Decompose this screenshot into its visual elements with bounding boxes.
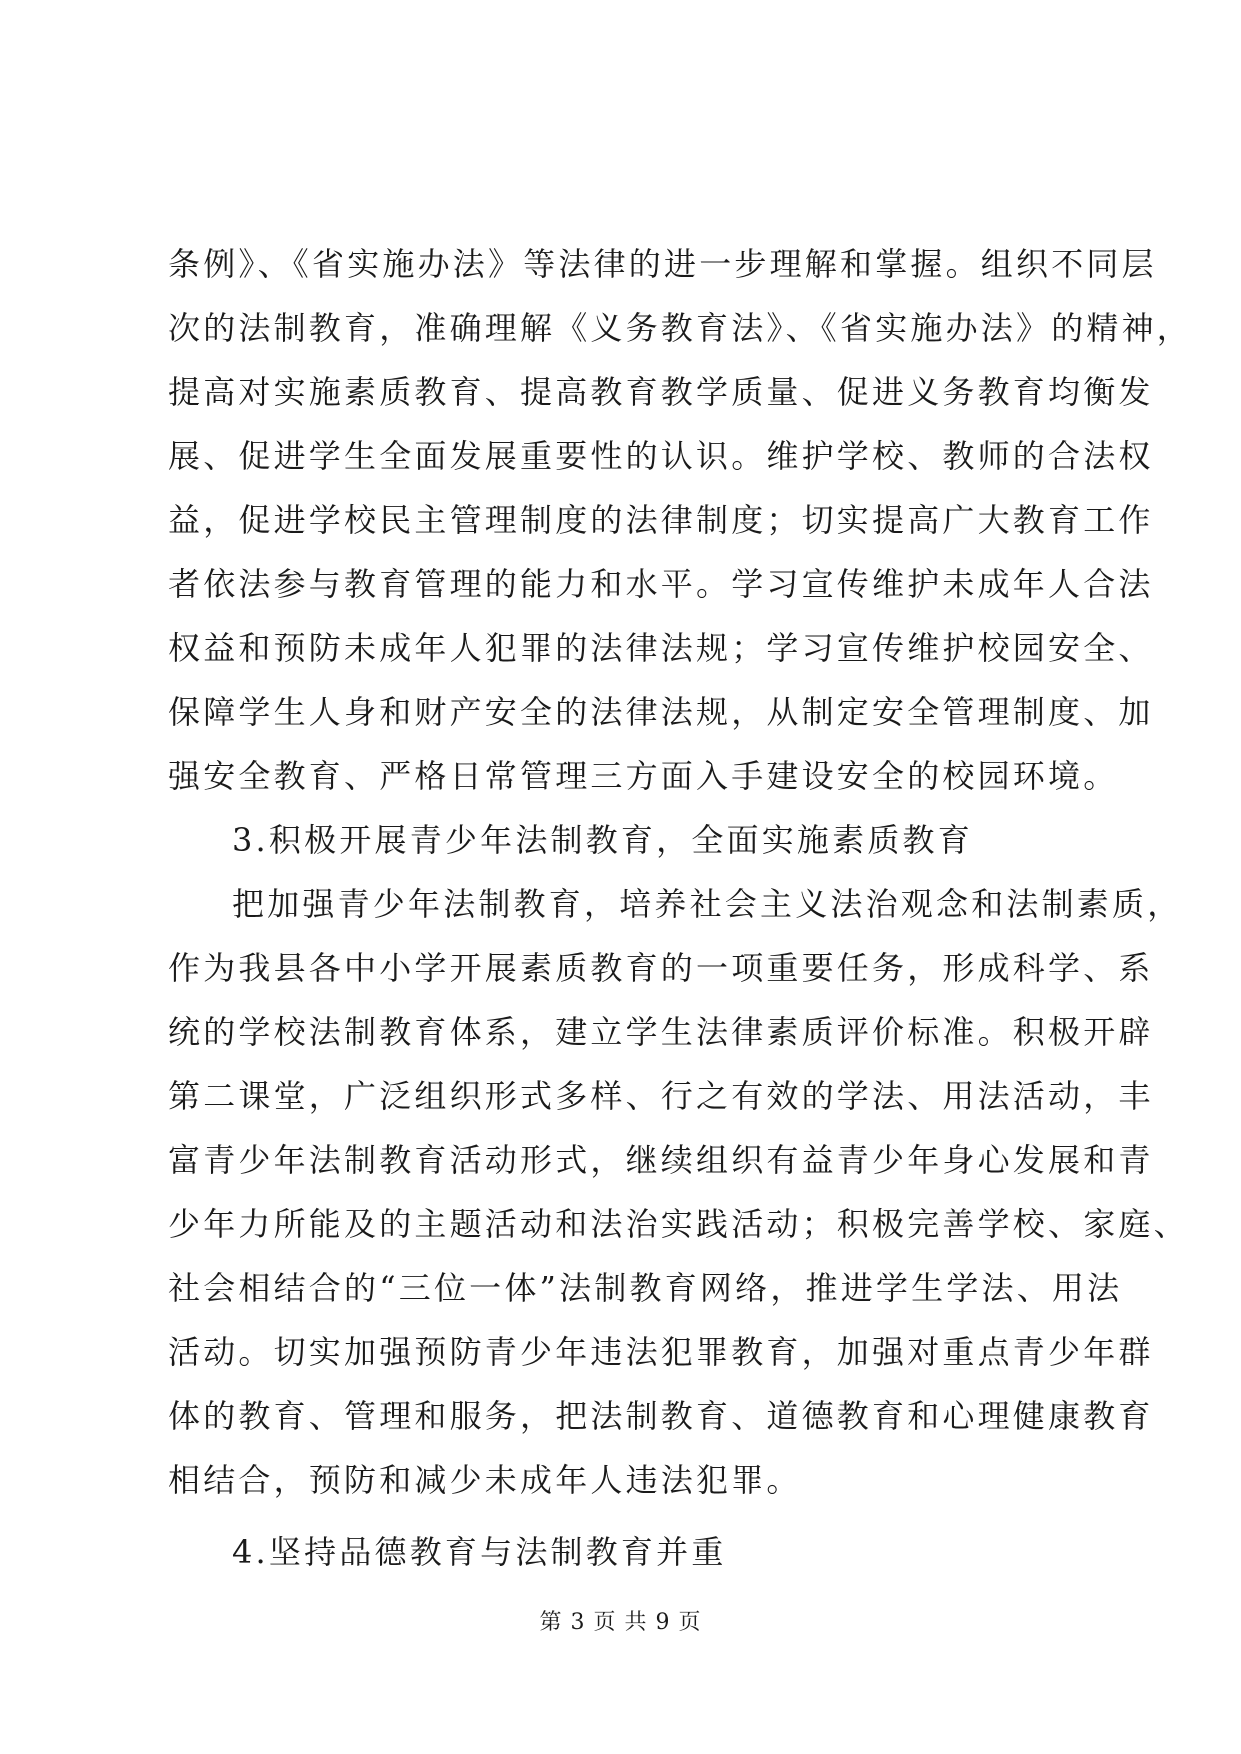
text-line: 体的教育、管理和服务，把法制教育、道德教育和心理健康教育: [168, 1397, 1154, 1435]
text-line: 社会相结合的“三位一体”法制教育网络，推进学生学法、用法: [168, 1269, 1123, 1307]
text-line: 相结合，预防和减少未成年人违法犯罪。: [168, 1461, 802, 1499]
text-line: 富青少年法制教育活动形式，继续组织有益青少年身心发展和青: [168, 1141, 1154, 1179]
text-line: 益，促进学校民主管理制度的法律制度；切实提高广大教育工作: [168, 501, 1154, 539]
paragraph: [168, 232, 1193, 808]
text-line: 次的法制教育，准确理解《义务教育法》、《省实施办法》的精神，: [168, 309, 1193, 347]
text-line: 作为我县各中小学开展素质教育的一项重要任务，形成科学、系: [168, 949, 1154, 987]
document-body: [168, 232, 1193, 1584]
text-line: 活动。切实加强预防青少年违法犯罪教育，加强对重点青少年群: [168, 1333, 1154, 1371]
text-line: 者依法参与教育管理的能力和水平。学习宣传维护未成年人合法: [168, 565, 1154, 603]
section-heading: 3.积极开展青少年法制教育，全面实施素质教育: [232, 821, 973, 859]
section-heading: 4.坚持品德教育与法制教育并重: [232, 1533, 727, 1571]
text-line: 强安全教育、严格日常管理三方面入手建设安全的校园环境。: [168, 757, 1119, 795]
text-line: 保障学生人身和财产安全的法律法规，从制定安全管理制度、加: [168, 693, 1154, 731]
text-line: 条例》、《省实施办法》等法律的进一步理解和掌握。组织不同层: [168, 245, 1157, 283]
text-line: 把加强青少年法制教育，培养社会主义法治观念和法制素质，: [232, 885, 1183, 923]
page-number-footer: 第 3 页 共 9 页: [539, 1610, 702, 1635]
text-line: 统的学校法制教育体系，建立学生法律素质评价标准。积极开辟: [168, 1013, 1154, 1051]
text-line: 展、促进学生全面发展重要性的认识。维护学校、教师的合法权: [168, 437, 1154, 475]
text-line: 少年力所能及的主题活动和法治实践活动；积极完善学校、家庭、: [168, 1205, 1189, 1243]
paragraph: [168, 872, 1189, 1512]
text-line: 提高对实施素质教育、提高教育教学质量、促进义务教育均衡发: [168, 373, 1154, 411]
text-line: 第二课堂，广泛组织形式多样、行之有效的学法、用法活动，丰: [168, 1077, 1154, 1115]
text-line: 权益和预防未成年人犯罪的法律法规；学习宣传维护校园安全、: [168, 629, 1154, 667]
